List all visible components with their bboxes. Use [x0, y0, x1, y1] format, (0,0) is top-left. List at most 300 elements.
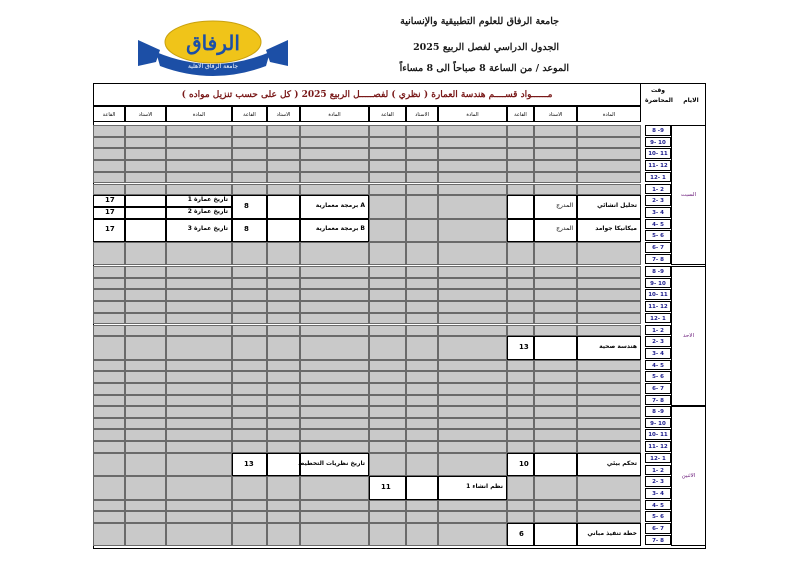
time-slot: 11- 12: [645, 441, 671, 452]
empty-slot: [232, 511, 267, 523]
empty-slot: [534, 383, 577, 395]
empty-slot: [93, 172, 125, 184]
empty-slot: [507, 148, 534, 160]
empty-slot: [232, 160, 267, 172]
day-label: الاحد: [683, 333, 694, 340]
empty-slot: [534, 313, 577, 325]
empty-slot: [300, 371, 369, 383]
empty-slot: [438, 429, 507, 441]
time-slot: 3- 4: [645, 348, 671, 359]
empty-slot: [438, 336, 507, 359]
empty-slot: [577, 266, 641, 278]
empty-slot: [438, 500, 507, 512]
time-slot: 6- 7: [645, 523, 671, 534]
empty-slot: [507, 266, 534, 278]
time-slot: 2- 3: [645, 336, 671, 347]
empty-slot: [438, 125, 507, 137]
empty-slot: [267, 278, 300, 290]
empty-slot: [166, 395, 232, 407]
empty-slot: [93, 476, 125, 499]
empty-slot: [166, 172, 232, 184]
time-slot: 3- 4: [645, 488, 671, 499]
empty-slot: [93, 266, 125, 278]
empty-slot: [232, 429, 267, 441]
empty-slot: [577, 500, 641, 512]
empty-slot: [267, 406, 300, 418]
time-slot: 12- 1: [645, 313, 671, 324]
empty-slot: [93, 371, 125, 383]
subject-name: برمجة معمارية B: [315, 225, 365, 233]
empty-slot: [93, 406, 125, 418]
empty-slot: [406, 383, 438, 395]
subject-header: المادة: [300, 106, 369, 122]
empty-slot: [125, 418, 166, 430]
empty-slot: [577, 325, 641, 337]
empty-slot: [166, 325, 232, 337]
time-slot: 1- 2: [645, 325, 671, 336]
empty-slot: [438, 395, 507, 407]
empty-slot: [267, 429, 300, 441]
empty-slot: [406, 511, 438, 523]
class-cell[interactable]: [267, 195, 300, 218]
subject-name: نظم انشاء 1: [466, 482, 503, 490]
empty-slot: [438, 137, 507, 149]
empty-slot: [125, 172, 166, 184]
time-slot: 10- 11: [645, 289, 671, 300]
empty-slot: [232, 523, 267, 546]
empty-slot: [507, 418, 534, 430]
time-slot: 1- 2: [645, 465, 671, 476]
empty-slot: [125, 148, 166, 160]
empty-slot: [534, 301, 577, 313]
empty-slot: [507, 360, 534, 372]
empty-slot: [267, 148, 300, 160]
empty-slot: [166, 360, 232, 372]
empty-slot: [166, 137, 232, 149]
class-cell[interactable]: [534, 336, 577, 359]
time-slot: 8 -9: [645, 406, 671, 417]
empty-slot: [232, 500, 267, 512]
empty-slot: [300, 511, 369, 523]
empty-slot: [300, 418, 369, 430]
empty-slot: [577, 278, 641, 290]
empty-slot: [232, 313, 267, 325]
empty-slot: [267, 336, 300, 359]
time-slot: 4- 5: [645, 500, 671, 511]
empty-slot: [507, 137, 534, 149]
room-number: 8: [244, 201, 249, 210]
empty-slot: [166, 313, 232, 325]
empty-slot: [300, 325, 369, 337]
empty-slot: [125, 523, 166, 546]
empty-slot: [300, 406, 369, 418]
empty-slot: [300, 125, 369, 137]
empty-slot: [507, 383, 534, 395]
class-cell[interactable]: [232, 195, 267, 218]
empty-slot: [300, 360, 369, 372]
room-header: القاعة: [507, 106, 534, 122]
empty-slot: [300, 184, 369, 196]
empty-slot: [406, 242, 438, 265]
empty-slot: [406, 266, 438, 278]
empty-slot: [369, 360, 406, 372]
empty-slot: [577, 160, 641, 172]
empty-slot: [232, 406, 267, 418]
empty-slot: [93, 360, 125, 372]
room-name: المدرج: [556, 201, 573, 209]
empty-slot: [300, 383, 369, 395]
empty-slot: [125, 371, 166, 383]
empty-slot: [125, 429, 166, 441]
empty-slot: [369, 418, 406, 430]
empty-slot: [534, 395, 577, 407]
subject-name: ميكانيكا جوامد: [595, 225, 637, 233]
empty-slot: [93, 242, 125, 265]
time-slot: 7- 8: [645, 395, 671, 406]
empty-slot: [125, 476, 166, 499]
empty-slot: [93, 500, 125, 512]
empty-slot: [166, 125, 232, 137]
empty-slot: [232, 383, 267, 395]
empty-slot: [232, 325, 267, 337]
empty-slot: [166, 511, 232, 523]
empty-slot: [406, 125, 438, 137]
empty-slot: [300, 242, 369, 265]
time-slot: 5- 6: [645, 511, 671, 522]
empty-slot: [232, 278, 267, 290]
empty-slot: [438, 406, 507, 418]
empty-slot: [93, 289, 125, 301]
empty-slot: [267, 371, 300, 383]
empty-slot: [267, 172, 300, 184]
empty-slot: [369, 406, 406, 418]
day-column-header: الايام: [683, 97, 699, 104]
empty-slot: [577, 371, 641, 383]
empty-slot: [166, 160, 232, 172]
subject-header: المادة: [438, 106, 507, 122]
class-cell[interactable]: [125, 195, 166, 207]
empty-slot: [93, 395, 125, 407]
empty-slot: [166, 441, 232, 453]
empty-slot: [93, 278, 125, 290]
empty-slot: [577, 418, 641, 430]
empty-slot: [125, 289, 166, 301]
empty-slot: [507, 476, 534, 499]
time-slot: 1- 2: [645, 184, 671, 195]
empty-slot: [232, 441, 267, 453]
subject-name: تاريخ عمارة 2: [187, 207, 228, 215]
empty-slot: [369, 395, 406, 407]
empty-slot: [125, 160, 166, 172]
empty-slot: [267, 360, 300, 372]
empty-slot: [93, 160, 125, 172]
empty-slot: [166, 278, 232, 290]
empty-slot: [507, 160, 534, 172]
empty-slot: [438, 325, 507, 337]
empty-slot: [369, 325, 406, 337]
empty-slot: [300, 313, 369, 325]
empty-slot: [406, 360, 438, 372]
empty-slot: [369, 195, 406, 218]
empty-slot: [369, 137, 406, 149]
empty-slot: [534, 406, 577, 418]
subject-name: تحكم بيئي: [606, 459, 637, 467]
subject-header: المادة: [166, 106, 232, 122]
empty-slot: [166, 476, 232, 499]
empty-slot: [507, 125, 534, 137]
class-cell[interactable]: [507, 195, 534, 218]
empty-slot: [300, 289, 369, 301]
empty-slot: [300, 500, 369, 512]
empty-slot: [438, 523, 507, 546]
empty-slot: [534, 500, 577, 512]
empty-slot: [369, 278, 406, 290]
empty-slot: [577, 148, 641, 160]
empty-slot: [438, 441, 507, 453]
table-title: مــــــواد قســــم هندسة العمارة ( نظري ) لفصـــــل الربيع 2025 ( كل على حسب تنزيل مواده ): [93, 83, 641, 106]
empty-slot: [267, 523, 300, 546]
empty-slot: [406, 429, 438, 441]
room-number: 17: [105, 207, 115, 216]
empty-slot: [438, 313, 507, 325]
time-slot: 9- 10: [645, 137, 671, 148]
empty-slot: [507, 289, 534, 301]
empty-slot: [369, 301, 406, 313]
empty-slot: [300, 395, 369, 407]
teacher-header: الاستاذ: [534, 106, 577, 122]
time-slot: 12- 1: [645, 172, 671, 183]
empty-slot: [369, 429, 406, 441]
time-slot: 9- 10: [645, 278, 671, 289]
empty-slot: [232, 125, 267, 137]
empty-slot: [166, 184, 232, 196]
empty-slot: [534, 172, 577, 184]
empty-slot: [406, 184, 438, 196]
empty-slot: [534, 476, 577, 499]
empty-slot: [232, 371, 267, 383]
time-slot: 5- 6: [645, 230, 671, 241]
class-cell[interactable]: [125, 207, 166, 219]
empty-slot: [267, 500, 300, 512]
empty-slot: [300, 266, 369, 278]
empty-slot: [369, 453, 406, 476]
empty-slot: [232, 148, 267, 160]
empty-slot: [267, 325, 300, 337]
empty-slot: [406, 418, 438, 430]
empty-slot: [577, 301, 641, 313]
empty-slot: [369, 313, 406, 325]
day-cell: [671, 266, 706, 406]
class-cell[interactable]: [125, 219, 166, 242]
empty-slot: [93, 125, 125, 137]
empty-slot: [300, 160, 369, 172]
empty-slot: [438, 301, 507, 313]
empty-slot: [534, 242, 577, 265]
room-header: القاعة: [232, 106, 267, 122]
time-slot: 11- 12: [645, 160, 671, 171]
empty-slot: [166, 148, 232, 160]
time-slot: 2- 3: [645, 476, 671, 487]
class-cell[interactable]: [534, 453, 577, 476]
time-slot: 10- 11: [645, 429, 671, 440]
empty-slot: [267, 395, 300, 407]
empty-slot: [166, 289, 232, 301]
empty-slot: [577, 406, 641, 418]
empty-slot: [93, 336, 125, 359]
empty-slot: [232, 476, 267, 499]
empty-slot: [166, 371, 232, 383]
empty-slot: [300, 278, 369, 290]
class-cell[interactable]: [406, 476, 438, 499]
day-cell: [671, 406, 706, 546]
empty-slot: [93, 325, 125, 337]
empty-slot: [300, 441, 369, 453]
empty-slot: [369, 441, 406, 453]
teacher-header: الاستاذ: [125, 106, 166, 122]
empty-slot: [507, 500, 534, 512]
empty-slot: [438, 289, 507, 301]
empty-slot: [438, 371, 507, 383]
empty-slot: [507, 278, 534, 290]
time-slot: 6- 7: [645, 383, 671, 394]
empty-slot: [93, 383, 125, 395]
room-header: القاعة: [369, 106, 406, 122]
empty-slot: [534, 360, 577, 372]
time-slot: 9- 10: [645, 418, 671, 429]
empty-slot: [406, 395, 438, 407]
room-number: 10: [519, 459, 529, 468]
subject-name: برمجة معمارية A: [315, 201, 365, 209]
empty-slot: [534, 418, 577, 430]
empty-slot: [507, 313, 534, 325]
empty-slot: [125, 137, 166, 149]
empty-slot: [534, 441, 577, 453]
empty-slot: [534, 137, 577, 149]
time-column-header: وقت المحاضرة: [645, 87, 673, 104]
empty-slot: [369, 336, 406, 359]
university-name: جامعة الرفاق للعلوم التطبيقية والإنسانية: [400, 16, 559, 27]
time-slot: 10- 11: [645, 148, 671, 159]
empty-slot: [166, 500, 232, 512]
empty-slot: [267, 289, 300, 301]
empty-slot: [267, 511, 300, 523]
empty-slot: [232, 289, 267, 301]
empty-slot: [406, 219, 438, 242]
empty-slot: [267, 160, 300, 172]
empty-slot: [93, 418, 125, 430]
teacher-header: الاستاذ: [406, 106, 438, 122]
empty-slot: [93, 148, 125, 160]
empty-slot: [232, 301, 267, 313]
room-number: 17: [105, 225, 115, 234]
empty-slot: [406, 441, 438, 453]
empty-slot: [125, 406, 166, 418]
empty-slot: [438, 172, 507, 184]
empty-slot: [166, 242, 232, 265]
empty-slot: [369, 148, 406, 160]
empty-slot: [577, 476, 641, 499]
empty-slot: [438, 266, 507, 278]
class-cell[interactable]: [507, 219, 534, 242]
empty-slot: [125, 242, 166, 265]
time-slot: 4- 5: [645, 219, 671, 230]
empty-slot: [534, 511, 577, 523]
empty-slot: [507, 325, 534, 337]
empty-slot: [534, 184, 577, 196]
empty-slot: [438, 383, 507, 395]
empty-slot: [406, 289, 438, 301]
empty-slot: [369, 160, 406, 172]
empty-slot: [406, 160, 438, 172]
empty-slot: [369, 523, 406, 546]
empty-slot: [125, 383, 166, 395]
empty-slot: [406, 406, 438, 418]
empty-slot: [166, 453, 232, 476]
class-cell[interactable]: [267, 219, 300, 242]
empty-slot: [232, 266, 267, 278]
room-number: 17: [105, 196, 115, 205]
time-slot: 7- 8: [645, 254, 671, 265]
room-header: القاعة: [93, 106, 125, 122]
empty-slot: [369, 511, 406, 523]
empty-slot: [438, 418, 507, 430]
empty-slot: [406, 453, 438, 476]
schedule-title: الجدول الدراسي لفصل الربيع 2025: [413, 42, 559, 53]
empty-slot: [507, 172, 534, 184]
empty-slot: [166, 266, 232, 278]
empty-slot: [534, 160, 577, 172]
svg-text:الرفاق: الرفاق: [186, 31, 240, 55]
empty-slot: [369, 172, 406, 184]
empty-slot: [166, 336, 232, 359]
empty-slot: [438, 195, 507, 218]
empty-slot: [166, 523, 232, 546]
empty-slot: [369, 219, 406, 242]
empty-slot: [300, 137, 369, 149]
empty-slot: [267, 313, 300, 325]
empty-slot: [300, 523, 369, 546]
empty-slot: [125, 360, 166, 372]
empty-slot: [534, 278, 577, 290]
empty-slot: [406, 325, 438, 337]
time-slot: 7- 8: [645, 535, 671, 546]
empty-slot: [438, 278, 507, 290]
empty-slot: [369, 383, 406, 395]
day-label: الاثنين: [681, 473, 696, 480]
empty-slot: [438, 160, 507, 172]
subject-name: تحليل انشائي: [597, 201, 637, 209]
empty-slot: [300, 476, 369, 499]
empty-slot: [125, 125, 166, 137]
empty-slot: [534, 325, 577, 337]
class-cell[interactable]: [534, 523, 577, 546]
empty-slot: [300, 336, 369, 359]
empty-slot: [125, 511, 166, 523]
empty-slot: [125, 313, 166, 325]
empty-slot: [267, 418, 300, 430]
empty-slot: [507, 406, 534, 418]
empty-slot: [166, 383, 232, 395]
empty-slot: [369, 242, 406, 265]
empty-slot: [534, 125, 577, 137]
class-cell[interactable]: [232, 219, 267, 242]
time-slot: 4- 5: [645, 360, 671, 371]
class-cell[interactable]: [267, 453, 300, 476]
empty-slot: [406, 371, 438, 383]
empty-slot: [507, 184, 534, 196]
day-label: السبت: [680, 192, 697, 199]
empty-slot: [125, 395, 166, 407]
